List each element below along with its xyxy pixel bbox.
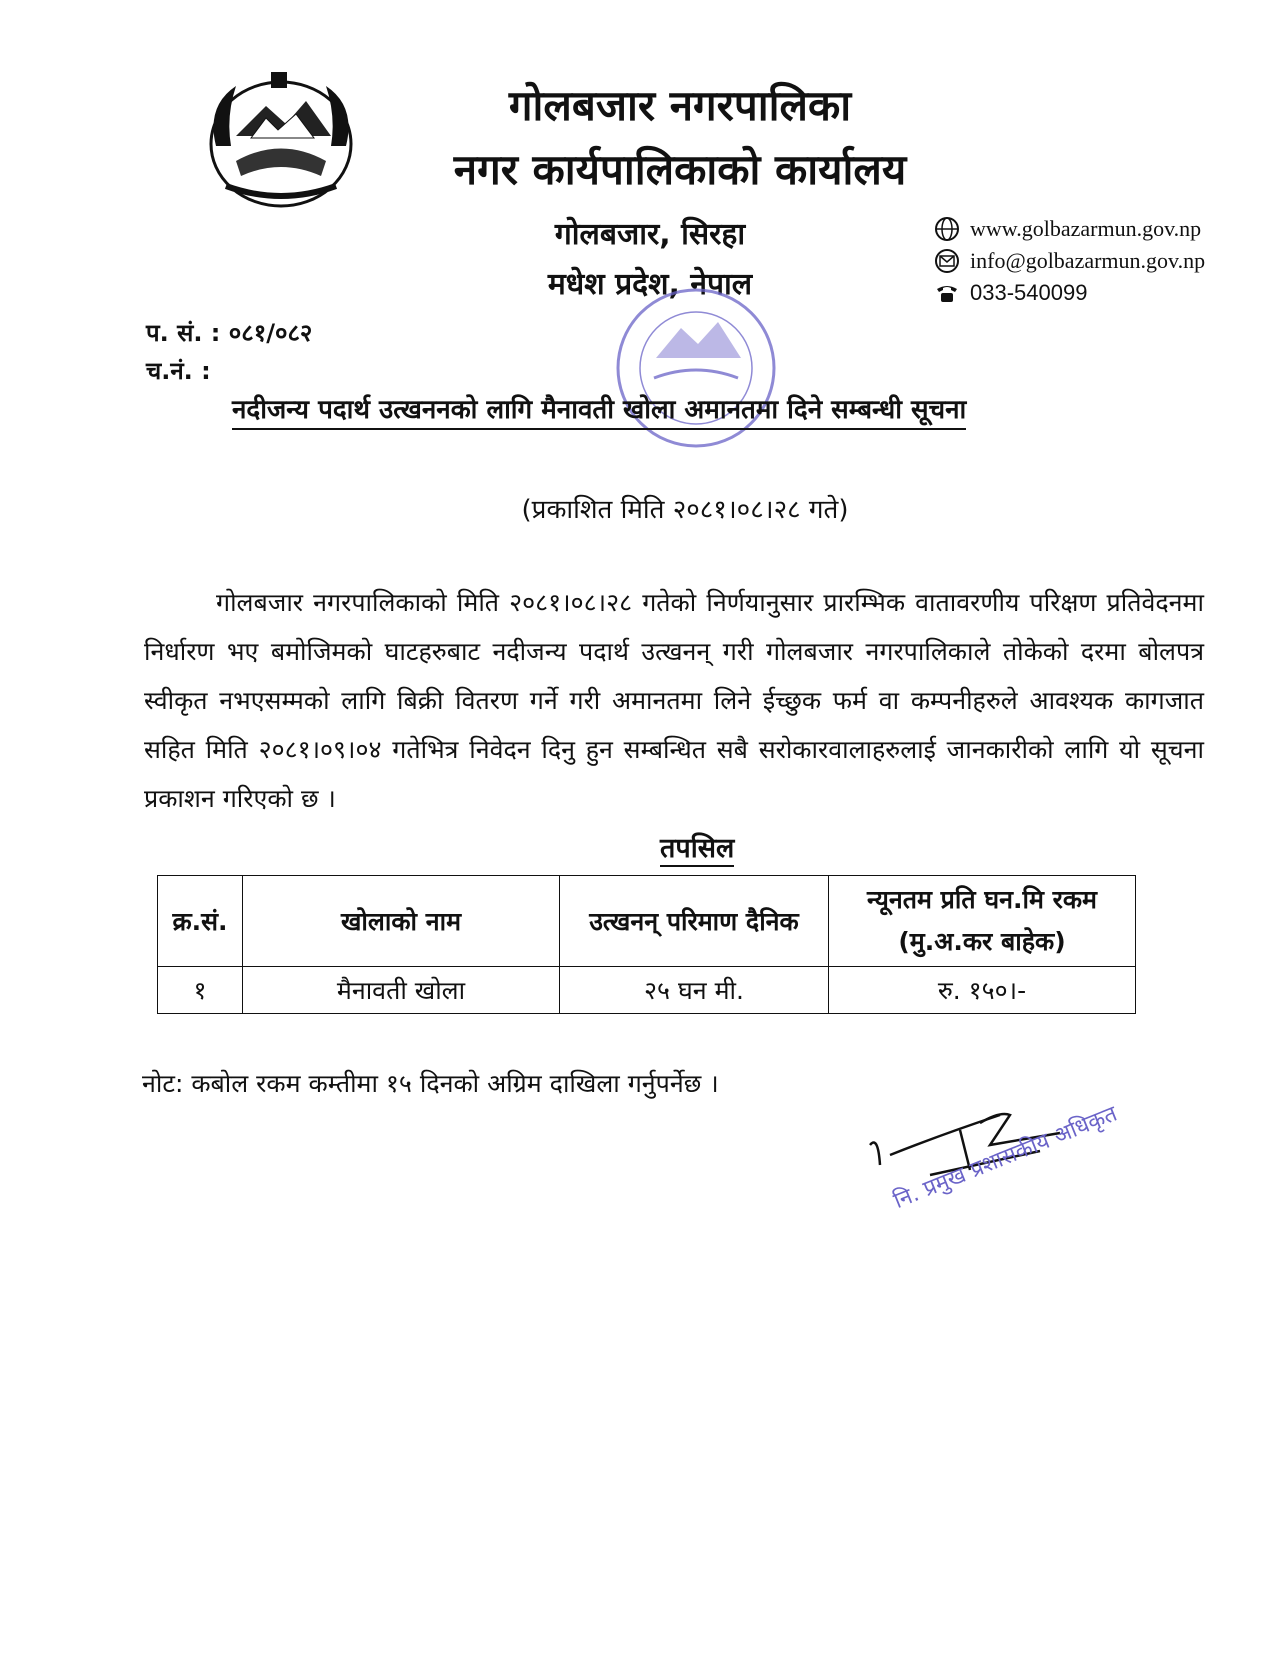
table-header-row <box>158 876 1136 967</box>
cell-river-name: मैनावती खोला <box>243 967 560 1014</box>
phone-contact <box>934 280 1087 306</box>
details-heading: तपसिल <box>660 828 734 867</box>
address-line-1: गोलबजार, सिरहा <box>554 217 746 252</box>
office-name: गोलबजार नगरपालिका <box>508 81 852 130</box>
www-globe-icon <box>934 216 960 242</box>
notice-subject: नदीजन्य पदार्थ उत्खननको लागि मैनावती खोला अमानतमा दिने सम्बन्धी सूचना <box>232 390 966 430</box>
nepal-emblem-icon <box>196 66 366 212</box>
header-minimum-rate: न्यूनतम प्रति घन.मि रकम (मु.अ.कर बाहेक) <box>829 876 1136 967</box>
details-table <box>157 875 1136 1014</box>
signatory-designation: नि. प्रमुख प्रशासकीय अधिकृत <box>890 1101 1121 1215</box>
notice-paragraph: गोलबजार नगरपालिकाको मिति २०८१।०८।२८ गतेको निर्णयानुसार प्रारम्भिक वातावरणीय परिक्षण प्रतिवेदनमा निर्धारण भए बमोजिमको घाटहरुबाट नदीजन्य पदार्थ उत्खनन् गरी गोलबजार नगरपालिकाले तोकेको दरमा बोलपत्र स्वीकृत नभएसम्मको लागि बिक्री वितरण गर्ने गरी अमानतमा लिने ईच्छुक फर्म वा कम्पनीहरुले आवश्यक कागजात सहित मिति २०८१।०९।०४ गतेभित्र निवेदन दिनु हुन सम्बन्धित सबै सरोकारवालाहरुलाई जानकारीको लागि यो सूचना प्रकाशन गरिएको छ । <box>144 588 1204 813</box>
dispatch-number: च.नं. : <box>146 357 211 385</box>
office-stamp <box>606 278 786 458</box>
telephone-icon <box>934 280 960 306</box>
address-line-2: मधेश प्रदेश, नेपाल <box>547 267 753 302</box>
envelope-icon <box>934 248 960 274</box>
notice-body <box>144 578 1204 823</box>
email-contact[interactable] <box>934 248 1205 274</box>
published-date: (प्रकाशित मिति २०८१।०८।२८ गते) <box>521 495 849 525</box>
reference-number: प. सं. : ०८१/०८२ <box>146 319 313 347</box>
header-serial: क्र.सं. <box>158 876 243 967</box>
website-text[interactable]: www.golbazarmun.gov.np <box>970 216 1202 241</box>
cell-daily-quantity: २५ घन मी. <box>560 967 829 1014</box>
cell-minimum-rate: रु. १५०।- <box>829 967 1136 1014</box>
notice-note: नोट: कबोल रकम कम्तीमा १५ दिनको अग्रिम दाखिला गर्नुपर्नेछ । <box>142 1069 719 1098</box>
office-subtitle: नगर कार्यपालिकाको कार्यालय <box>453 145 907 194</box>
header-daily-quantity: उत्खनन् परिमाण दैनिक <box>560 876 829 967</box>
cell-serial: १ <box>158 967 243 1014</box>
phone-text: 033-540099 <box>970 280 1088 305</box>
table-row <box>158 967 1136 1014</box>
header-river-name: खोलाको नाम <box>243 876 560 967</box>
website-contact[interactable] <box>934 216 1201 242</box>
email-text[interactable]: info@golbazarmun.gov.np <box>970 248 1206 273</box>
